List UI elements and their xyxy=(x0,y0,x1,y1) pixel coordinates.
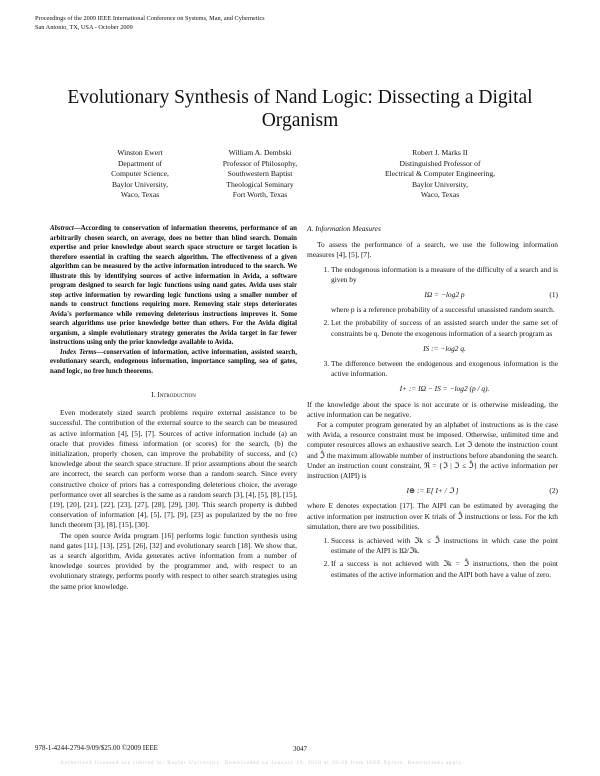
header-line-1: Proceedings of the 2009 IEEE International Conference on Systems, Man, and Cybernetics xyxy=(35,15,265,22)
abstract xyxy=(50,224,297,348)
list-item xyxy=(331,265,558,316)
license-notice: Authorized licensed use limited to: Baylor University. Downloaded on January 19, 2010 at 19:28 from IEEE Xplore. Restrictions apply. xyxy=(60,761,465,766)
author-affiliation: Theological Seminary xyxy=(226,179,294,189)
paper-title: Evolutionary Synthesis of Nand Logic: Dissecting a Digital Organism xyxy=(67,87,533,131)
measures-list xyxy=(307,265,558,395)
item-text: where p is a reference probability of a successful unassisted random search. xyxy=(331,305,555,315)
author-name: Robert J. Marks II xyxy=(412,148,468,157)
abstract-lead: Abstract xyxy=(50,225,74,232)
left-column xyxy=(50,224,297,592)
equation-number: (2) xyxy=(549,486,558,496)
paragraph: If the knowledge about the space is not accurate or is otherwise misleading, the active information can be negative. xyxy=(307,399,558,419)
author-affiliation: Computer Science, xyxy=(111,169,169,178)
possibilities-list xyxy=(307,536,558,580)
author-affiliation: Waco, Texas xyxy=(120,190,160,199)
measures-intro: To assess the performance of a search, we use the following information measures [4], [5], [7]. xyxy=(307,240,558,260)
author-affiliation: Fort Worth, Texas xyxy=(232,190,288,199)
equation-3: I+ := IΩ − IS = −log2 (p / q). xyxy=(399,384,490,394)
index-terms-text: —conservation of information, active information, assisted search, evolutionary search, endogenous information, importance sampling, sea of gates, nand logic, no free lunch theorems. xyxy=(50,348,297,375)
author-name: Winston Ewert xyxy=(117,148,163,157)
equation-text: IΩ = −log2 p xyxy=(424,290,465,300)
author-name: William A. Dembski xyxy=(228,148,292,157)
copyright-line: 978-1-4244-2794-9/09/$25.00 ©2009 IEEE xyxy=(35,744,158,752)
list-item xyxy=(331,359,558,395)
author-affiliation: Baylor University, xyxy=(411,179,469,189)
author-affiliation: Southwestern Baptist xyxy=(227,169,293,178)
paragraph: For a computer program generated by an alphabet of instructions as is the case with Avida, a resource constraint must be imposed. Otherwise, unlimited time and computer resources allows an exhaustive search. Let ℑ denote the instruction count and ℑ̂ the maximum allowable number of instructions before abandoning the search. Under an instruction count constraint, ℜ = {ℑ | ℑ ≤ ℑ̂} the active information per instruction (AIPI) is xyxy=(307,420,558,481)
page-number: 3047 xyxy=(293,745,307,753)
item-text: The difference between the endogenous and exogenous information is the active information. xyxy=(331,359,558,379)
equation-1 xyxy=(331,290,558,300)
intro-paragraph-2: The open source Avida program [16] performs logic function synthesis using nand gates [11], [13], [25], [26], [32] and evolutionary search [18]. We show that, as a search algorithm, Avida generates active information from a number of knowledge sources provided by the programmer and, with respect to an evolutionary strategy, performs poorly with respect to other search strategies using the same prior knowledge. xyxy=(50,530,297,591)
right-column xyxy=(307,224,558,584)
author-affiliation: Professor of Philosophy, xyxy=(222,158,298,168)
author-affiliation: Electrical & Computer Engineering, xyxy=(384,169,496,178)
subsection-heading-information-measures: A. Information Measures xyxy=(307,224,381,233)
index-terms xyxy=(50,348,297,377)
abstract-text: —According to conservation of information theorems, performance of an arbitrarily chosen search, on average, does no better than blind search. Domain expertise and prior knowledge about search space structure or target location is therefore essential in crafting the search algorithm. The effectiveness of a given algorithm can be measured by the active information introduced to the search. We illustrate this by identifying sources of active information in Avida, a software program designed to search for logic functions using nand gates. Avida uses stair step active information by rewarding logic functions using a smaller number of nands to construct functions requiring more. Removing stair steps deteriorates Avida's performance while removing deleterious instructions improves it. Some search algorithms use prior knowledge better than others. For the Avida digital organism, a simple evolutionary strategy generates the Avida target in far fewer instructions using only the prior knowledge available to Avida. xyxy=(50,225,297,346)
index-terms-lead: Index Terms xyxy=(60,348,97,356)
author-block-3 xyxy=(340,148,540,201)
item-text: Let the probability of success of an assisted search under the same set of constraints be q. Denote the exogenous information of a search program as xyxy=(331,318,558,338)
list-item: 2. If a success is not achieved with ℑk = ℑ̂ instructions, then the point estimates of the active information and the AIPI both have a value of zero. xyxy=(331,559,558,579)
header-line-2: San Antonio, TX, USA - October 2009 xyxy=(35,24,133,31)
section-heading-introduction: I. Introduction xyxy=(151,390,196,399)
author-affiliation: Distinguished Professor of xyxy=(399,158,481,168)
list-item: 1. Success is achieved with ℑk ≤ ℑ̂ instructions in which case the point estimate of the AIPI is IΩ/ℑk. xyxy=(331,536,558,556)
author-affiliation: Baylor University, xyxy=(111,179,169,189)
author-affiliation: Waco, Texas xyxy=(420,190,460,199)
author-block-2 xyxy=(185,148,335,201)
author-affiliation: Department of xyxy=(117,158,163,168)
equation-2: IS := −log2 q. xyxy=(423,343,466,353)
paragraph: where E denotes expectation [17]. The AIPI can be estimated by averaging the active information per instruction over K trials of ℑ̂ instructions or less. For the kth simulation, there are two possibilities. xyxy=(307,501,558,531)
item-text: The endogenous information is a measure of the difficulty of a search and is given by xyxy=(331,264,558,284)
conference-header xyxy=(35,14,265,32)
equation-4 xyxy=(307,486,558,496)
equation-text: I⊕ := E[ I+ / ℑ ] xyxy=(406,486,459,496)
equation-number: (1) xyxy=(549,290,558,300)
intro-paragraph-1: Even moderately sized search problems require external assistance to be successful. The contribution of the external source to the search can be measured as active information [4], [5], [7]. Sources of active information include (a) an oracle that provides fitness information (or scores) for the search, (b) the initialization, properly chosen, can improve the probability of success, and (c) knowledge about the search space structure. If prior assumptions about the search are incorrect, the search can perform worse than a random search. Since every constructive choice of priors has a corresponding deleterious choice, the average performance over all searches is the same as a random search [3], [4], [5], [8], [15], [19], [20], [21], [22], [23], [27], [28], [29], [30]. This search property is dubbed conservation of information [4], [5], [7], [9], [23] as popularized by the no free lunch theorem [3], [8], [15], [30]. xyxy=(50,408,297,530)
list-item xyxy=(331,318,558,354)
